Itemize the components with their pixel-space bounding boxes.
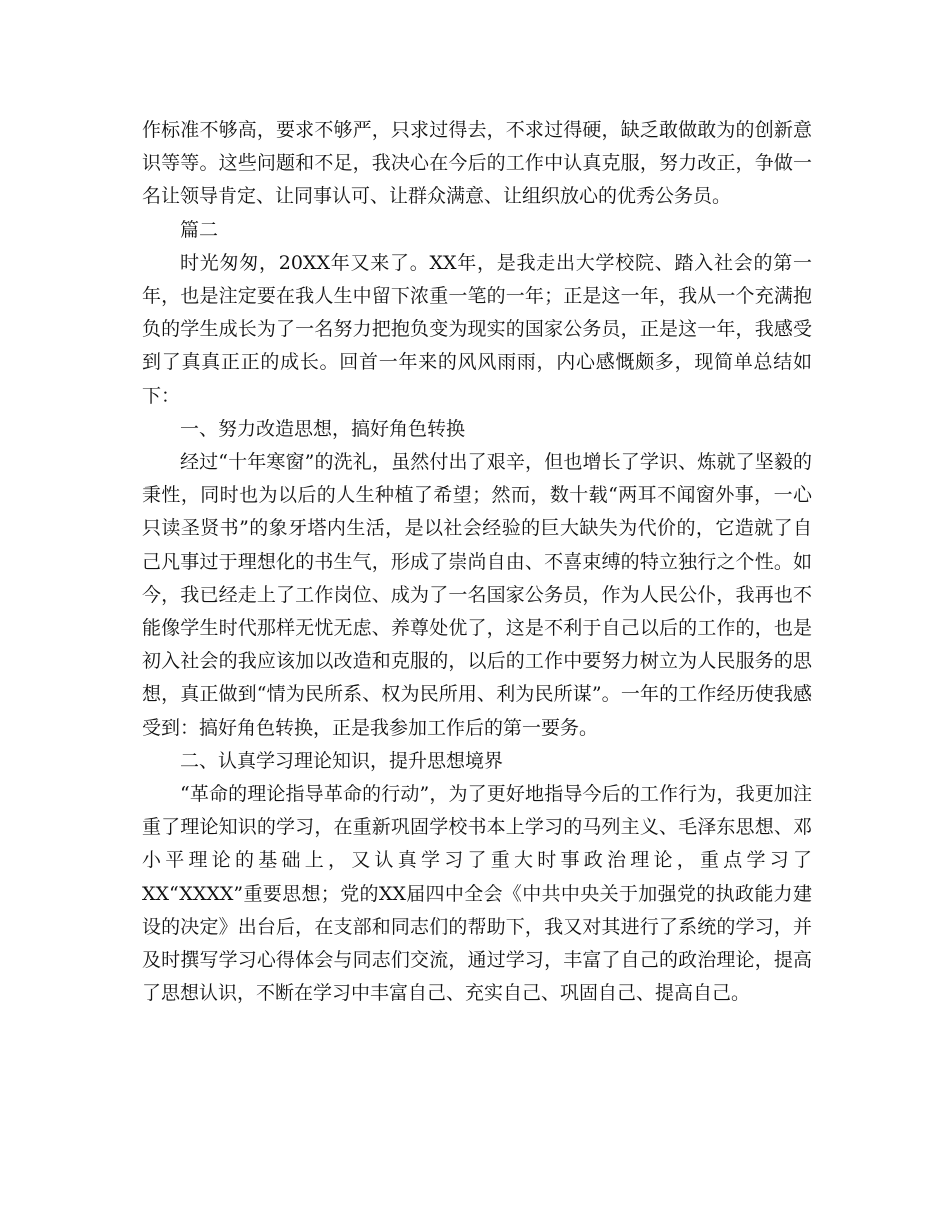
section-heading-1: 一、努力改造思想，搞好角色转换: [180, 417, 466, 440]
document-body: [142, 114, 812, 1010]
section-heading-part-two: 篇二: [180, 218, 219, 241]
paragraph-section-1: 经过“十年寒窗”的洗礼，虽然付出了艰辛，但也增长了学识、炼就了坚毅的秉性，同时也为以后的人生种植了希望；然而，数十载“两耳不闻窗外事，一心只读圣贤书”的象牙塔内生活，是以社会经验的巨大缺失为代价的，它造就了自己凡事过于理想化的书生气，形成了崇尚自由、不喜束缚的特立独行之个性。如今，我已经走上了工作岗位、成为了一名国家公务员，作为人民公仆，我再也不能像学生时代那样无忧无虑、养尊处优了，这是不利于自己以后的工作的，也是初入社会的我应该加以改造和克服的，以后的工作中要努力树立为人民服务的思想，真正做到“情为民所系、权为民所用、利为民所谋”。一年的工作经历使我感受到：搞好角色转换，正是我参加工作后的第一要务。: [142, 451, 812, 739]
section-heading-2: 二、认真学习理论知识，提升思想境界: [180, 749, 504, 772]
paragraph-intro: 时光匆匆，20XX年又来了。XX年，是我走出大学校院、踏入社会的第一年，也是注定要在我人生中留下浓重一笔的一年；正是这一年，我从一个充满抱负的学生成长为了一名努力把抱负变为现实的国家公务员，正是这一年，我感受到了真真正正的成长。回首一年来的风风雨雨，内心感慨颇多，现简单总结如下：: [142, 251, 812, 407]
paragraph-continuation: 作标准不够高，要求不够严，只求过得去，不求过得硬，缺乏敢做敢为的创新意识等等。这些问题和不足，我决心在今后的工作中认真克服，努力改正，争做一名让领导肯定、让同事认可、让群众满意、让组织放心的优秀公务员。: [142, 119, 812, 208]
paragraph-section-2: “革命的理论指导革命的行动”，为了更好地指导今后的工作行为，我更加注重了理论知识的学习，在重新巩固学校书本上学习的马列主义、毛泽东思想、邓小平理论的基础上，又认真学习了重大时事政治理论，重点学习了XX“XXXX”重要思想；党的XX届四中全会《中共中央关于加强党的执政能力建设的决定》出台后，在支部和同志们的帮助下，我又对其进行了系统的学习，并及时撰写学习心得体会与同志们交流，通过学习，丰富了自己的政治理论，提高了思想认识，不断在学习中丰富自己、充实自己、巩固自己、提高自己。: [142, 783, 812, 1005]
